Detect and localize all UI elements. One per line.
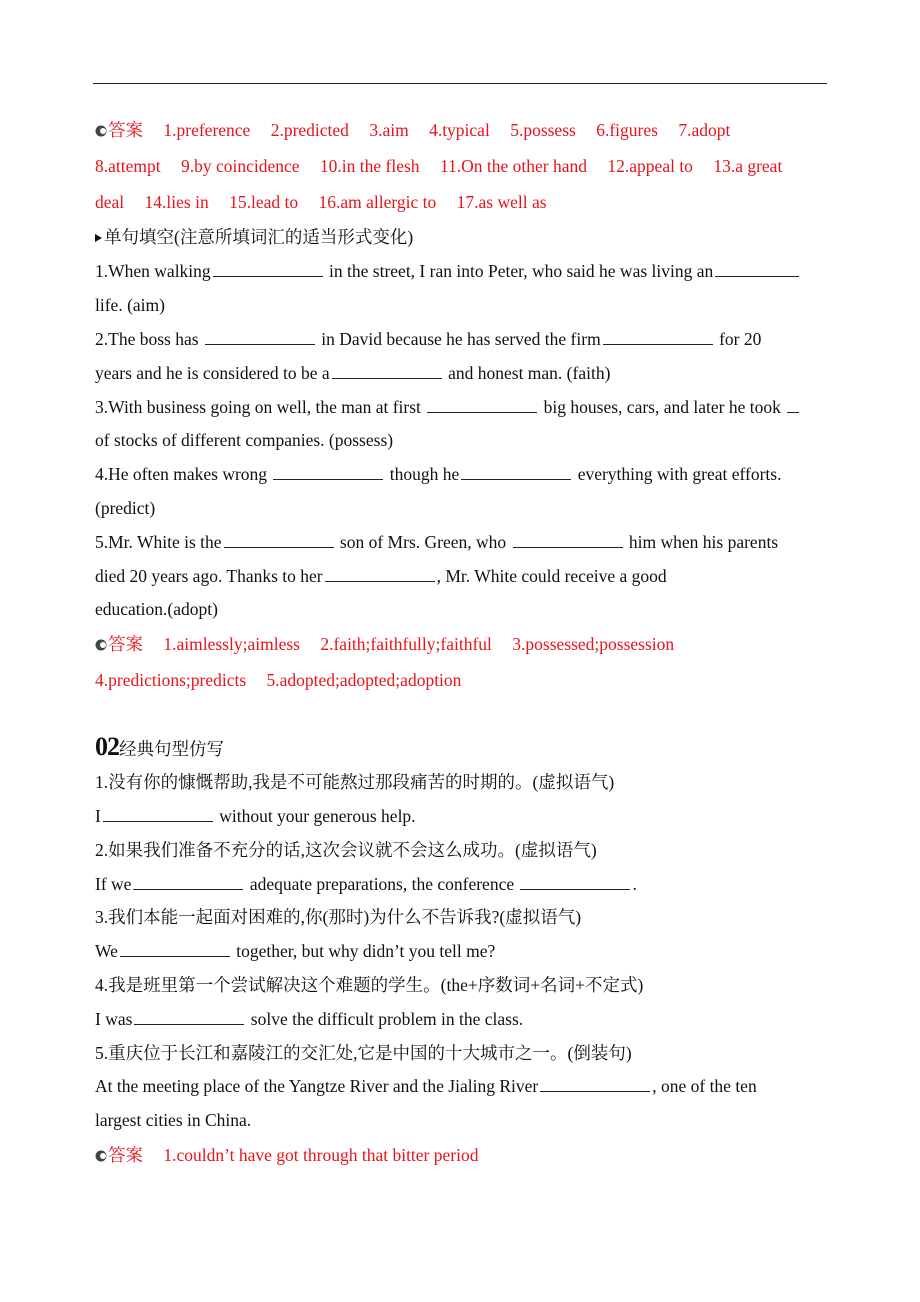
answer-item: 3.possessed;possession [512, 634, 675, 654]
answer-icon [95, 1150, 107, 1162]
answer-blank[interactable] [427, 396, 537, 413]
sentence-4-chinese: 4.我是班里第一个尝试解决这个难题的学生。(the+序数词+名词+不定式) [95, 975, 644, 995]
answer-blank[interactable] [603, 328, 713, 345]
answer-item: 1.aimlessly;aimless [163, 634, 300, 654]
question-1-cont: life. (aim) [95, 295, 165, 315]
sentence-5-chinese: 5.重庆位于长江和嘉陵江的交汇处,它是中国的十大城市之一。(倒装句) [95, 1043, 632, 1063]
section-title [95, 733, 224, 763]
answer-item: 2.faith;faithfully;faithful [320, 634, 492, 654]
question-1: 1.When walking in the street, I ran into Peter, who said he was living an [95, 260, 801, 282]
answer-item: deal [95, 192, 125, 212]
answer-item: 10.in the flesh [319, 156, 420, 176]
answer-item: 6.figures [596, 120, 658, 140]
section-heading: 单句填空(注意所填词汇的适当形式变化) [95, 226, 413, 248]
answer-item: 2.predicted [270, 120, 349, 140]
sentence-2-chinese: 2.如果我们准备不充分的话,这次会议就不会这么成功。(虚拟语气) [95, 840, 597, 860]
question-4-cont: (predict) [95, 498, 156, 518]
answer-item: 15.lead to [229, 192, 299, 212]
answer-blank[interactable] [205, 328, 315, 345]
answer-icon [95, 125, 107, 137]
answer-item: 17.as well as [456, 192, 547, 212]
question-2-cont: years and he is considered to be a and honest man. (faith) [95, 363, 611, 383]
question-4: 4.He often makes wrong though he everything with great efforts. [95, 464, 782, 484]
answer-item: 14.lies in [144, 192, 209, 212]
answer-item: 8.attempt [95, 156, 161, 176]
section-title-text: 经典句型仿写 [119, 739, 224, 759]
answer-item: 3.aim [369, 120, 409, 140]
answer-blank[interactable] [273, 463, 383, 480]
answer-line [95, 155, 782, 177]
answer-label: 答案 [108, 120, 143, 140]
sentence-2: If we adequate preparations, the conference . [95, 874, 637, 894]
answer-item: 4.predictions;predicts [95, 670, 247, 690]
answer-line [95, 119, 730, 141]
answer-item: 1.couldn’t have got through that bitter period [163, 1145, 479, 1165]
answer-item: 12.appeal to [607, 156, 693, 176]
sentence-5: At the meeting place of the Yangtze River and the Jialing River , one of the ten [95, 1076, 757, 1096]
answer-item: 1.preference [163, 120, 251, 140]
answer-line [95, 191, 547, 213]
answer-blank[interactable] [134, 1008, 244, 1025]
question-5-cont: died 20 years ago. Thanks to her , Mr. White could receive a good [95, 566, 667, 586]
answer-line [95, 633, 674, 655]
triangle-bullet-icon [95, 234, 102, 242]
answer-blank[interactable] [332, 362, 442, 379]
header-rule [93, 83, 827, 84]
answer-label: 答案 [108, 1145, 143, 1165]
answer-blank[interactable] [520, 873, 630, 890]
answer-label: 答案 [108, 634, 143, 654]
answer-blank[interactable] [213, 260, 323, 277]
answer-item: 11.On the other hand [439, 156, 588, 176]
answer-item: 4.typical [429, 120, 490, 140]
sentence-1-chinese: 1.没有你的慷慨帮助,我是不可能熬过那段痛苦的时期的。(虚拟语气) [95, 772, 615, 792]
answer-icon [95, 639, 107, 651]
question-2: 2.The boss has in David because he has served the firm for 20 [95, 329, 762, 349]
answer-item: 13.a great [713, 156, 783, 176]
answer-line [95, 1144, 478, 1166]
section-number: 02 [95, 732, 119, 761]
question-3: 3.With business going on well, the man at first big houses, cars, and later he took [95, 396, 801, 418]
sentence-3-chinese: 3.我们本能一起面对困难的,你(那时)为什么不告诉我?(虚拟语气) [95, 907, 582, 927]
sentence-1: I without your generous help. [95, 806, 416, 826]
answer-blank[interactable] [224, 531, 334, 548]
answer-blank[interactable] [325, 565, 435, 582]
answer-blank[interactable] [120, 940, 230, 957]
sentence-4: I was solve the difficult problem in the class. [95, 1009, 524, 1029]
answer-blank[interactable] [461, 463, 571, 480]
answer-blank[interactable] [540, 1075, 650, 1092]
answer-item: 5.possess [510, 120, 576, 140]
sentence-5-cont: largest cities in China. [95, 1110, 252, 1130]
answer-item: 5.adopted;adopted;adoption [266, 670, 462, 690]
answer-item: 7.adopt [678, 120, 731, 140]
answer-blank[interactable] [715, 260, 799, 277]
question-5-cont: education.(adopt) [95, 599, 218, 619]
answer-blank[interactable] [103, 805, 213, 822]
answer-line [95, 669, 461, 691]
answer-blank[interactable] [513, 531, 623, 548]
answer-item: 9.by coincidence [180, 156, 300, 176]
answer-blank[interactable] [133, 873, 243, 890]
answer-blank[interactable] [787, 396, 799, 413]
question-5: 5.Mr. White is the son of Mrs. Green, who him when his parents [95, 532, 779, 552]
answer-item: 16.am allergic to [318, 192, 437, 212]
sentence-3: We together, but why didn’t you tell me? [95, 941, 496, 961]
question-3-cont: of stocks of different companies. (possess) [95, 430, 394, 450]
